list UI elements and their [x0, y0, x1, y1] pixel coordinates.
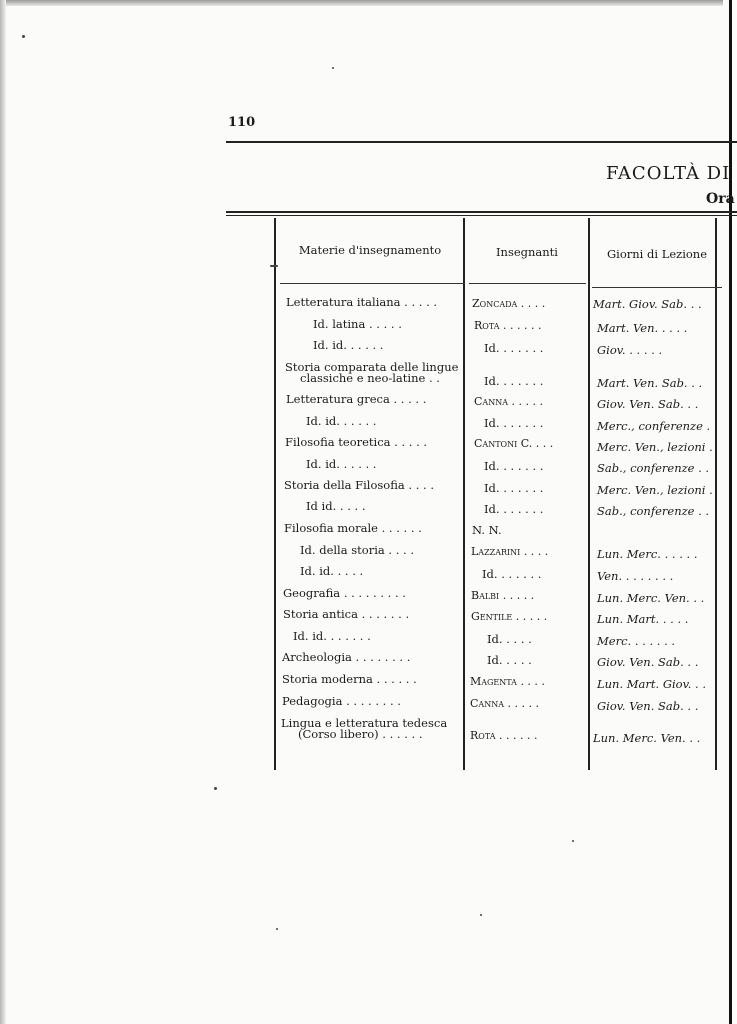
teacher-cell: Canna . . . . .: [470, 697, 539, 710]
teacher-cell: Cantoni C. . . .: [474, 437, 554, 450]
table-top-rule: [226, 211, 737, 213]
teacher-cell: Lazzarini . . . .: [471, 545, 549, 558]
subject-cell: Id. della storia . . . .: [300, 543, 414, 557]
subject-cell: Archeologia . . . . . . . .: [282, 650, 411, 664]
days-cell: Lun. Merc. . . . . .: [597, 547, 698, 561]
subject-cell: Storia della Filosofia . . . .: [284, 478, 434, 492]
scan-speck: [480, 914, 482, 916]
subject-cell: Lingua e letteratura tedesca: [281, 716, 448, 730]
teacher-cell: Id. . . . . . .: [484, 481, 544, 495]
teacher-cell: Id. . . . .: [487, 632, 532, 646]
days-cell: Giov. Ven. Sab. . .: [597, 699, 699, 713]
header-teachers: Insegnanti: [496, 245, 558, 259]
subject-cell: Geografia . . . . . . . . .: [283, 586, 406, 600]
page-left-edge: [0, 0, 6, 1024]
column-divider-left: [274, 218, 276, 770]
days-cell: Mart. Ven. Sab. . .: [597, 376, 703, 390]
page-subtitle: Ora: [706, 191, 735, 207]
subject-cell: Id. id. . . . . .: [306, 414, 377, 428]
subject-cell: Id. id. . . . . .: [306, 457, 377, 471]
scan-speck: [332, 67, 334, 69]
scan-speck: [572, 840, 574, 842]
scan-speck: [22, 35, 25, 38]
days-cell: Lun. Mart. . . . .: [597, 612, 689, 626]
subject-cell: Letteratura italiana . . . . .: [286, 295, 438, 309]
teacher-cell: Id. . . . . . .: [484, 502, 544, 516]
scan-mark: [270, 265, 278, 267]
teacher-cell: Rota . . . . . .: [474, 319, 542, 332]
page-right-edge: [723, 0, 737, 1024]
days-cell: Lun. Merc. Ven. . .: [597, 591, 705, 605]
subject-cell: Id. latina . . . . .: [313, 317, 402, 331]
teacher-cell: Magenta . . . .: [470, 675, 545, 688]
subject-cell: Id. id. . . . . .: [313, 338, 384, 352]
teacher-cell: Id. . . . . . .: [482, 567, 542, 581]
table-top-rule-thin: [226, 215, 737, 216]
header-underline-days: [592, 287, 722, 288]
days-cell: Giov. Ven. Sab. . .: [597, 397, 699, 411]
subject-cell: Pedagogia . . . . . . . .: [282, 694, 401, 708]
subject-cell: Id. id. . . . . . .: [293, 629, 371, 643]
scan-speck: [214, 787, 217, 790]
days-cell: Merc. Ven., lezioni .: [597, 440, 713, 454]
subject-cell: Storia comparata delle lingue: [285, 360, 459, 374]
header-underline-subjects: [280, 283, 464, 284]
days-cell: Giov. Ven. Sab. . .: [597, 655, 699, 669]
page-top-edge: [0, 0, 737, 6]
teacher-cell: Balbi . . . . .: [471, 589, 535, 602]
column-divider-middle: [463, 218, 465, 770]
header-underline-teachers: [469, 283, 586, 284]
header-days: Giorni di Lezione: [606, 247, 708, 261]
subject-cell: Storia antica . . . . . . .: [283, 607, 410, 621]
subject-cell: Id. id. . . . .: [300, 564, 364, 578]
page-title: FACOLTÀ DI: [606, 163, 731, 184]
header-rule: [226, 141, 737, 143]
subject-cell: Id id. . . . .: [306, 499, 366, 513]
teacher-cell: Id. . . . . . .: [484, 416, 544, 430]
days-cell: Lun. Mart. Giov. . .: [597, 677, 707, 691]
subject-cell: Storia moderna . . . . . .: [282, 672, 417, 686]
days-cell: Mart. Giov. Sab. . .: [593, 297, 702, 311]
days-cell: Giov. . . . . .: [597, 343, 663, 357]
teacher-cell: Id. . . . . . .: [484, 459, 544, 473]
days-cell: Ven. . . . . . . .: [597, 569, 674, 583]
subject-cell: Filosofia teoretica . . . . .: [285, 435, 428, 449]
subject-cell: Filosofia morale . . . . . .: [284, 521, 422, 535]
days-cell: Sab., conferenze . .: [597, 461, 710, 475]
column-divider-far-right: [715, 218, 717, 770]
days-cell: Mart. Ven. . . . .: [597, 321, 688, 335]
teacher-cell: Id. . . . .: [487, 653, 532, 667]
days-cell: Merc., conferenze .: [597, 419, 711, 433]
days-cell: Merc. Ven., lezioni .: [597, 483, 713, 497]
page-number: 110: [228, 115, 256, 130]
teacher-cell: Gentile . . . . .: [471, 610, 548, 623]
header-subjects: Materie d'insegnamento: [298, 243, 442, 257]
teacher-cell: Id. . . . . . .: [484, 341, 544, 355]
subject-cell: (Corso libero) . . . . . .: [298, 727, 423, 741]
days-cell: Merc. . . . . . .: [597, 634, 676, 648]
teacher-cell: Canna . . . . .: [474, 395, 543, 408]
days-cell: Sab., conferenze . .: [597, 504, 710, 518]
subject-cell: Letteratura greca . . . . .: [286, 392, 427, 406]
scan-speck: [276, 928, 278, 930]
subject-cell: classiche e neo-latine . .: [300, 371, 440, 385]
column-divider-right: [588, 218, 590, 770]
teacher-cell: N. N.: [472, 523, 502, 537]
teacher-cell: Id. . . . . . .: [484, 374, 544, 388]
days-cell: Lun. Merc. Ven. . .: [593, 731, 701, 745]
teacher-cell: Zoncada . . . .: [472, 297, 546, 310]
teacher-cell: Rota . . . . . .: [470, 729, 538, 742]
